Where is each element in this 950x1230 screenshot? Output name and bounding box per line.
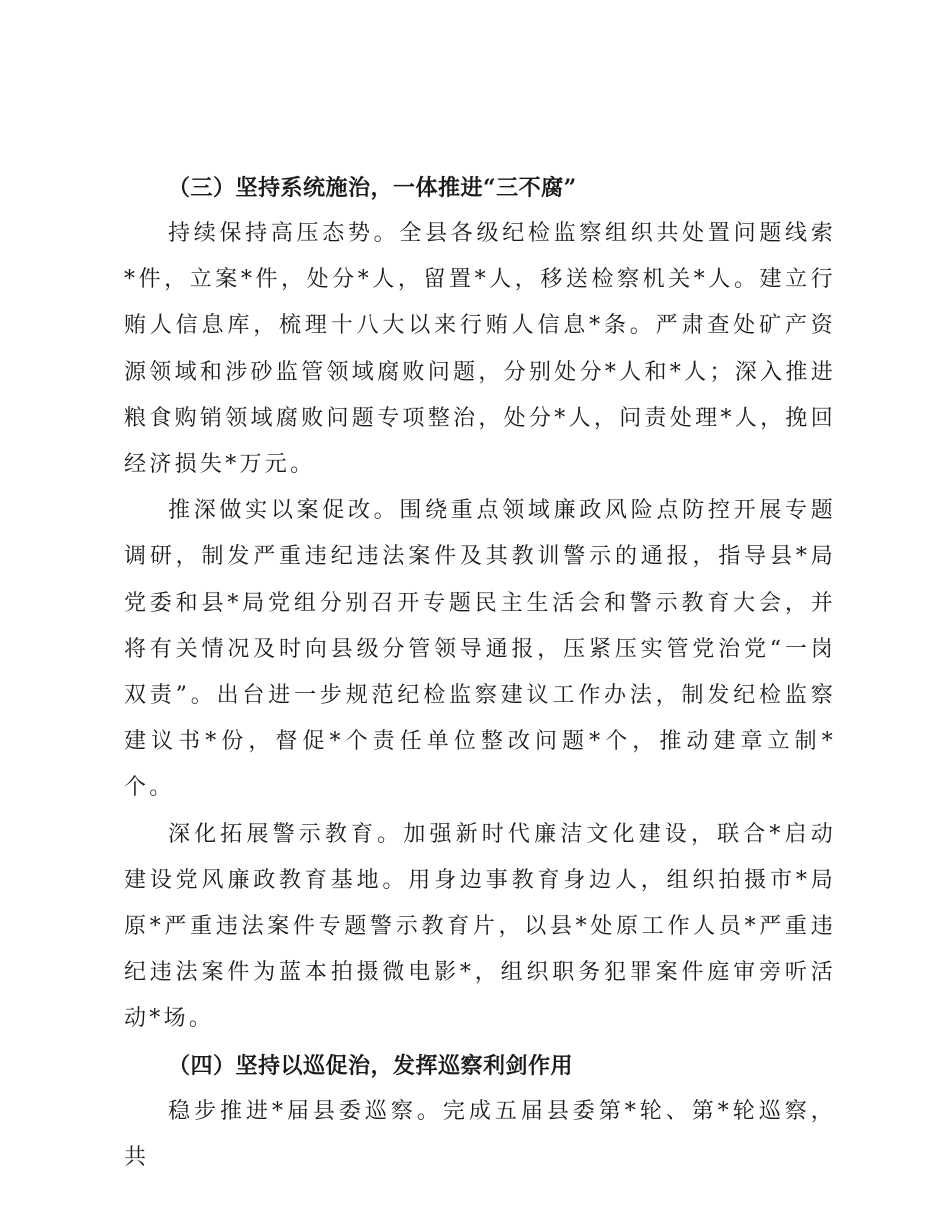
section-heading-3: （三）坚持系统施治，一体推进“三不腐” (168, 175, 577, 201)
paragraph-pressure: 持续保持高压态势。全县各级纪检监察组织共处置问题线索*件，立案*件，处分*人，留置*人，移送检察机关*人。建立行贿人信息库，梳理十八大以来行贿人信息*条。严肃查处矿产资源领域和涉砂监管领域腐败问题，分别处分*人和*人；深入推进粮食购销领域腐败问题专项整治，处分*人，问责处理*人，挽回经济损失*万元。 (124, 221, 836, 478)
paragraph-case-reform: 推深做实以案促改。围绕重点领域廉政风险点防控开展专题调研，制发严重违纪违法案件及其教训警示的通报，指导县*局党委和县*局党组分别召开专题民主生活会和警示教育大会，并将有关情况及时向县级分管领导通报，压紧压实管党治党“一岗双责”。出台进一步规范纪检监察建议工作办法，制发纪检监察建议书*份，督促*个责任单位整改问题*个，推动建章立制*个。 (124, 498, 836, 801)
document-body (124, 165, 836, 1181)
paragraph-inspection: 稳步推进*届县委巡察。完成五届县委第*轮、第*轮巡察，共 (124, 1098, 836, 1170)
section-heading-4: （四）坚持以巡促治，发挥巡察利剑作用 (168, 1052, 574, 1079)
paragraph-warning-education: 深化拓展警示教育。加强新时代廉洁文化建设，联合*启动建设党风廉政教育基地。用身边事教育身边人，组织拍摄市*局原*严重违法案件专题警示教育片，以县*处原工作人员*严重违纪违法案件为蓝本拍摄微电影*，组织职务犯罪案件庭审旁听活动*场。 (124, 821, 836, 1032)
